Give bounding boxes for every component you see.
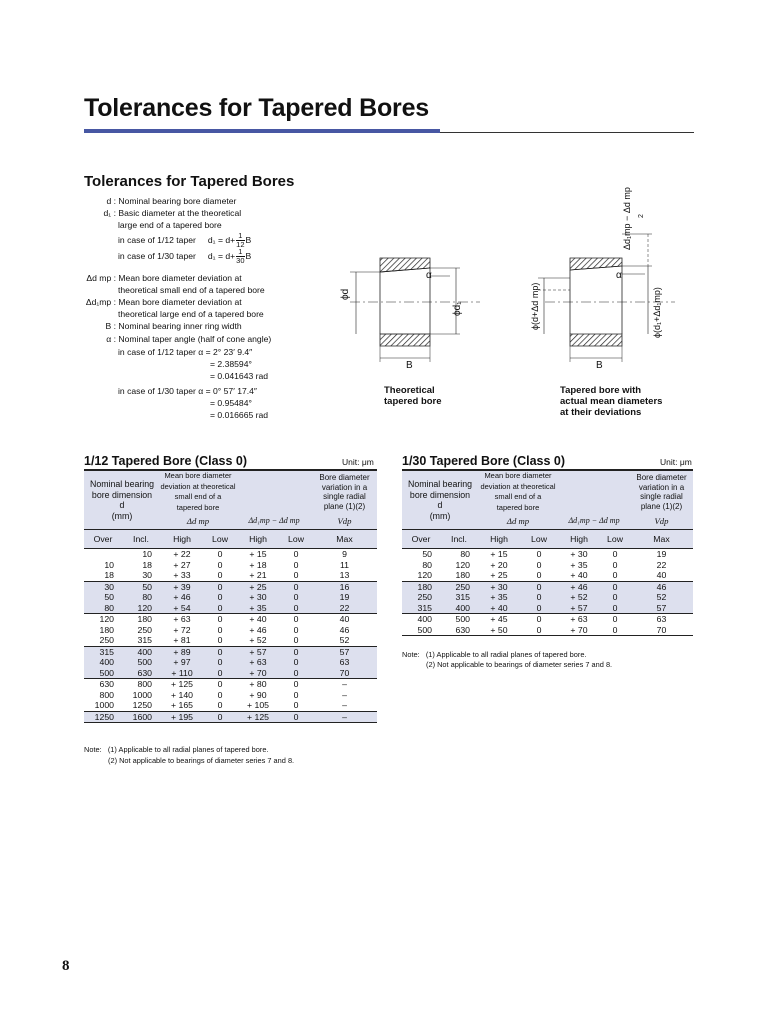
table12-header-nominal: Nominal bearing bore dimension d (mm) — [84, 471, 160, 530]
table-cell: + 35 — [249, 602, 267, 613]
table-cell: + 165 — [171, 700, 193, 710]
table-cell: + 70 — [249, 667, 267, 678]
def-d1-case30: in case of 1/30 taper — [118, 250, 196, 261]
table-cell: 70 — [656, 624, 667, 635]
table-cell: 0 — [536, 592, 542, 602]
table-cell: 0 — [536, 570, 542, 580]
table-cell: 10 — [142, 549, 152, 559]
table-cell: + 15 — [490, 549, 508, 559]
table-cell: 22 — [339, 602, 350, 613]
alpha30-deg: 0.95484° — [217, 398, 252, 408]
table-cell: 22 — [656, 559, 667, 570]
table-cell: 50 — [422, 549, 432, 559]
table-row — [84, 635, 377, 646]
table-cell: 0 — [612, 581, 618, 592]
table-cell: 1600 — [132, 711, 152, 722]
table-cell: 400 — [99, 657, 114, 667]
table-cell: 500 — [137, 657, 152, 667]
table-row — [84, 592, 377, 603]
table12-col-high2: High — [236, 530, 280, 549]
def-alpha: Nominal taper angle (half of cone angle) — [118, 334, 272, 344]
table-cell: + 63 — [570, 614, 588, 624]
def-d1-case12: in case of 1/12 taper — [118, 234, 196, 245]
table-cell: 0 — [536, 581, 542, 592]
table-cell: 120 — [455, 559, 470, 570]
table-cell: 630 — [99, 679, 114, 689]
table-cell: 630 — [137, 667, 152, 678]
table-cell: + 40 — [249, 614, 267, 624]
table30-sym-vdp: Vdp — [630, 513, 693, 530]
alpha30-dms: 0° 57′ 17.4″ — [213, 386, 257, 396]
table-cell: 30 — [104, 581, 114, 592]
table-cell: 0 — [612, 602, 618, 613]
table-row — [402, 570, 693, 581]
table-cell: 0 — [293, 592, 299, 602]
table-cell: 0 — [217, 689, 223, 700]
table-cell: + 57 — [570, 602, 588, 613]
table-cell — [84, 549, 122, 560]
table-cell: 46 — [656, 581, 667, 592]
table-cell: 800 — [99, 689, 114, 700]
formula-prefix-30: d₁ = d+ — [207, 250, 236, 261]
label-phi-d: ϕd — [340, 288, 351, 300]
table-cell: 180 — [417, 581, 432, 592]
table-row — [402, 581, 693, 592]
table-cell: 40 — [339, 614, 350, 624]
alpha30-rad: 0.016665 rad — [217, 410, 269, 420]
table30-col-high2: High — [558, 530, 600, 549]
table-cell: 120 — [417, 570, 432, 580]
table-cell: 0 — [293, 700, 299, 710]
table-cell: + 33 — [173, 570, 191, 580]
table-cell: + 45 — [490, 614, 508, 624]
def-alpha-case30: in case of 1/30 taper — [118, 386, 196, 396]
table-cell: + 46 — [173, 592, 191, 602]
table-cell: 0 — [217, 711, 223, 722]
table-cell: 19 — [656, 549, 667, 559]
table-cell: 0 — [612, 614, 618, 624]
table-cell: 0 — [612, 549, 618, 559]
table12-col-low: Low — [204, 530, 236, 549]
table12-col-high: High — [160, 530, 204, 549]
table-cell: 16 — [339, 581, 350, 592]
table-row — [84, 690, 377, 701]
table-cell: 63 — [339, 657, 350, 667]
table-cell: + 125 — [171, 679, 193, 689]
table-cell: 0 — [293, 711, 299, 722]
def-alpha-case12: in case of 1/12 taper — [118, 347, 196, 357]
table-cell: 0 — [293, 646, 299, 657]
table-cell: 120 — [99, 614, 114, 624]
table-cell: + 57 — [249, 646, 267, 657]
table30-header-mean: Mean bore diameter deviation at theoretical small end of a tapered bore — [478, 471, 558, 513]
table-cell: 0 — [612, 559, 618, 570]
table-cell: 400 — [137, 646, 152, 657]
table-cell: + 140 — [171, 689, 193, 700]
table-cell: 50 — [104, 592, 114, 602]
table-cell: + 21 — [249, 570, 267, 580]
table-cell: 0 — [293, 624, 299, 635]
table12-sym-vdp: Vdp — [312, 513, 377, 530]
alpha12-rad: 0.041643 rad — [217, 371, 269, 381]
table30-sym-dmp: Δd mp — [478, 513, 558, 530]
table-cell: – — [342, 711, 347, 722]
table-cell: 30 — [142, 570, 152, 580]
table-cell: + 30 — [570, 549, 588, 559]
table-cell: 0 — [217, 657, 223, 667]
table-row — [84, 711, 377, 723]
table30-unit: Unit: μm — [660, 457, 692, 467]
table-cell: 9 — [342, 549, 347, 559]
table-cell: 250 — [99, 635, 114, 645]
table-row — [84, 625, 377, 636]
page-title: Tolerances for Tapered Bores — [84, 94, 429, 122]
table-cell: 46 — [339, 624, 350, 635]
table12-col-low2: Low — [280, 530, 312, 549]
table-cell: – — [342, 679, 347, 689]
table-cell: 63 — [656, 614, 667, 624]
table12 — [84, 471, 377, 723]
table-cell: + 195 — [171, 711, 193, 722]
table-cell: 52 — [339, 635, 350, 645]
table30-col-incl: Incl. — [440, 530, 478, 549]
section-title: Tolerances for Tapered Bores — [84, 173, 295, 190]
table-cell: 0 — [612, 570, 618, 580]
def-d1: Basic diameter at the theoretical — [118, 208, 242, 218]
def-B: Nominal bearing inner ring width — [118, 321, 242, 331]
table-cell: 0 — [217, 667, 223, 678]
def-ddmp-cont: theoretical small end of a tapered bore — [118, 285, 265, 295]
table-row — [84, 581, 377, 592]
table-cell: 57 — [339, 646, 350, 657]
table-cell: + 90 — [249, 689, 267, 700]
table-cell: + 125 — [247, 711, 269, 722]
caption-actual: Tapered bore with actual mean diameters at their deviations — [560, 385, 663, 418]
table-cell: + 105 — [247, 700, 269, 710]
table-cell: 180 — [99, 624, 114, 635]
table30-note-1: Note: (1) Applicable to all radial planes of tapered bore. — [402, 650, 587, 659]
table-cell: 315 — [455, 592, 470, 602]
table-cell: 57 — [656, 602, 667, 613]
table-cell: 0 — [217, 635, 223, 645]
table-cell: 0 — [536, 602, 542, 613]
formula-prefix: d₁ = d+ — [207, 234, 236, 245]
table-cell: 18 — [104, 570, 114, 580]
table-cell: + 40 — [490, 602, 508, 613]
table-row — [84, 668, 377, 679]
label-actual-left: ϕ(d+Δd mp) — [530, 282, 540, 330]
table-cell: + 54 — [173, 602, 191, 613]
def-d1-cont: large end of a tapered bore — [118, 220, 222, 230]
table-cell: + 46 — [570, 581, 588, 592]
table-cell: 0 — [293, 657, 299, 667]
table-cell: 180 — [455, 570, 470, 580]
table-cell: 80 — [460, 549, 470, 559]
table-row — [84, 570, 377, 581]
def-d: Nominal bearing bore diameter — [118, 196, 237, 206]
table-cell: 400 — [417, 614, 432, 624]
table-cell: 0 — [536, 614, 542, 624]
table-cell: 0 — [293, 614, 299, 624]
table12-col-over: Over — [84, 530, 122, 549]
table-cell: 0 — [293, 602, 299, 613]
table30-col-low: Low — [520, 530, 558, 549]
table30-col-low2: Low — [600, 530, 630, 549]
table-row — [402, 560, 693, 571]
table-cell: + 72 — [173, 624, 191, 635]
table-cell: + 15 — [249, 549, 267, 559]
table30-header-nominal: Nominal bearing bore dimension d (mm) — [402, 471, 478, 530]
table-cell: + 46 — [249, 624, 267, 635]
table-cell: + 35 — [490, 592, 508, 602]
table-cell: 0 — [217, 581, 223, 592]
table-cell: 0 — [217, 624, 223, 635]
table-row — [402, 625, 693, 636]
label-alpha-1: α — [426, 270, 432, 281]
table-cell: 10 — [104, 559, 114, 570]
table-cell: 0 — [217, 679, 223, 689]
table-cell: – — [342, 689, 347, 700]
table-row — [402, 549, 693, 560]
title-accent-rule — [84, 129, 440, 133]
table-cell: + 25 — [490, 570, 508, 580]
table-row — [84, 700, 377, 711]
label-actual-top-den: 2 — [638, 214, 645, 218]
formula-suffix: B — [245, 234, 252, 245]
table30-header-variation: Bore diameter variation in a single radial plane (1)(2) — [630, 471, 693, 513]
table-row — [84, 603, 377, 614]
table-cell: + 35 — [570, 559, 588, 570]
table-cell: + 50 — [490, 624, 508, 635]
formula-suffix-30: B — [245, 250, 252, 261]
table30-body — [402, 549, 693, 636]
alpha12-deg: 2.38594° — [217, 359, 252, 369]
table-cell: 800 — [137, 679, 152, 689]
table-cell: 50 — [142, 581, 152, 592]
table-row — [84, 657, 377, 668]
table-cell: + 63 — [173, 614, 191, 624]
table-cell: 500 — [99, 667, 114, 678]
table-row — [84, 549, 377, 560]
def-ddmp: Mean bore diameter deviation at — [118, 273, 242, 283]
title-rule — [440, 132, 694, 133]
label-actual-right: ϕ(d₁+Δd₁mp) — [652, 287, 662, 338]
table-cell: 0 — [217, 570, 223, 580]
table-cell: 0 — [293, 689, 299, 700]
table-cell: + 27 — [173, 559, 191, 570]
table-cell: + 39 — [173, 581, 191, 592]
table-cell: 11 — [339, 559, 350, 570]
table-cell: 1000 — [94, 700, 114, 710]
table-cell: + 18 — [249, 559, 267, 570]
table-cell: 0 — [217, 700, 223, 710]
table-cell: 315 — [417, 602, 432, 613]
table-cell: 500 — [455, 614, 470, 624]
table-cell: + 25 — [249, 581, 267, 592]
table-cell: 250 — [455, 581, 470, 592]
label-B-1: B — [406, 360, 413, 371]
table-cell: + 52 — [249, 635, 267, 645]
table-cell: + 97 — [173, 657, 191, 667]
table-row — [402, 614, 693, 625]
table-cell: + 20 — [490, 559, 508, 570]
table12-body — [84, 549, 377, 723]
table-cell: 250 — [417, 592, 432, 602]
table12-header-mean: Mean bore diameter deviation at theoretical small end of a tapered bore — [160, 471, 236, 512]
table-cell: 80 — [142, 592, 152, 602]
table-row — [402, 592, 693, 603]
table-cell: 1250 — [132, 700, 152, 710]
table-cell: 630 — [455, 624, 470, 635]
table-cell: + 70 — [570, 624, 588, 635]
table-cell: + 63 — [249, 657, 267, 667]
table-cell: 0 — [536, 559, 542, 570]
table12-col-incl: Incl. — [122, 530, 160, 549]
table12-header-variation: Bore diameter variation in a single radial plane (1)(2) — [312, 471, 377, 513]
table-cell: 70 — [339, 667, 350, 678]
table-cell: 19 — [339, 592, 350, 602]
page-number: 8 — [62, 958, 70, 974]
table-cell: 0 — [293, 549, 299, 559]
table-cell: 0 — [217, 602, 223, 613]
table-cell: 400 — [455, 602, 470, 613]
table-row — [84, 614, 377, 625]
tapered-bore-diagrams — [330, 180, 700, 380]
table-row — [84, 679, 377, 690]
table-cell: 1250 — [94, 711, 114, 722]
table-cell: + 30 — [490, 581, 508, 592]
table12-note-2: (2) Not applicable to bearings of diameter series 7 and 8. — [108, 756, 295, 765]
table-cell: + 30 — [249, 592, 267, 602]
table-cell: 40 — [656, 570, 667, 580]
table-cell: 0 — [293, 581, 299, 592]
table-cell: 1000 — [132, 689, 152, 700]
fraction-12: $\frac{1}{12}$ — [236, 231, 245, 249]
table-cell: 315 — [99, 646, 114, 657]
table30-col-max: Max — [630, 530, 693, 549]
table-cell: 0 — [217, 559, 223, 570]
table-cell: 250 — [137, 624, 152, 635]
table-cell: + 80 — [249, 679, 267, 689]
table-cell: 0 — [612, 592, 618, 602]
table-cell: + 22 — [173, 549, 191, 559]
table-cell: 0 — [536, 624, 542, 635]
table-cell: 0 — [293, 679, 299, 689]
table30-note-2: (2) Not applicable to bearings of diameter series 7 and 8. — [426, 660, 613, 669]
table-cell: 0 — [293, 570, 299, 580]
table-cell: 0 — [293, 559, 299, 570]
table12-note-1: Note: (1) Applicable to all radial planes of tapered bore. — [84, 745, 269, 754]
table-cell: 0 — [293, 635, 299, 645]
table-cell: 0 — [217, 614, 223, 624]
table-cell: – — [342, 700, 347, 710]
table30 — [402, 471, 693, 636]
table-cell: 52 — [656, 592, 667, 602]
table-cell: + 81 — [173, 635, 191, 645]
table-cell: 0 — [536, 549, 542, 559]
table30-title: 1/30 Tapered Bore (Class 0) — [402, 454, 566, 468]
def-dd1mp: Mean bore diameter deviation at — [118, 297, 242, 307]
table-cell: 500 — [417, 624, 432, 635]
table30-col-over: Over — [402, 530, 440, 549]
label-alpha-2: α — [616, 270, 622, 281]
def-dd1mp-cont: theoretical large end of a tapered bore — [118, 309, 264, 319]
table-cell: 315 — [137, 635, 152, 645]
table-cell: 0 — [612, 624, 618, 635]
table-cell: 0 — [217, 646, 223, 657]
table12-sym-dmp: Δd mp — [160, 513, 236, 530]
table-cell: + 89 — [173, 646, 191, 657]
alpha12-dms: 2° 23′ 9.4″ — [213, 347, 253, 357]
table-cell: 120 — [137, 602, 152, 613]
table30-sym-diff: Δd₁mp − Δd mp — [558, 513, 630, 530]
table-row — [402, 603, 693, 614]
table-cell: 180 — [137, 614, 152, 624]
table-cell: 0 — [217, 549, 223, 559]
table-cell: + 40 — [570, 570, 588, 580]
fraction-30: $\frac{1}{30}$ — [236, 247, 245, 265]
table-cell: + 110 — [171, 667, 193, 678]
label-actual-top: Δd₁mp − Δd mp — [622, 187, 632, 250]
table12-col-max: Max — [312, 530, 377, 549]
table12-sym-diff: Δd₁mp − Δd mp — [236, 513, 312, 530]
table12-title: 1/12 Tapered Bore (Class 0) — [84, 454, 248, 468]
table30-col-high: High — [478, 530, 520, 549]
table-cell: 0 — [293, 667, 299, 678]
label-phi-d1: ϕd₁ — [452, 301, 463, 316]
label-B-2: B — [596, 360, 603, 371]
table-row — [84, 560, 377, 571]
table12-unit: Unit: μm — [342, 457, 374, 467]
table-cell: 80 — [422, 559, 432, 570]
table-row — [84, 646, 377, 657]
table-cell: + 52 — [570, 592, 588, 602]
caption-theoretical: Theoretical tapered bore — [384, 385, 442, 407]
table-cell: 13 — [339, 570, 350, 580]
table-cell: 18 — [142, 559, 152, 570]
table-cell: 0 — [217, 592, 223, 602]
table-cell: 80 — [104, 602, 114, 613]
